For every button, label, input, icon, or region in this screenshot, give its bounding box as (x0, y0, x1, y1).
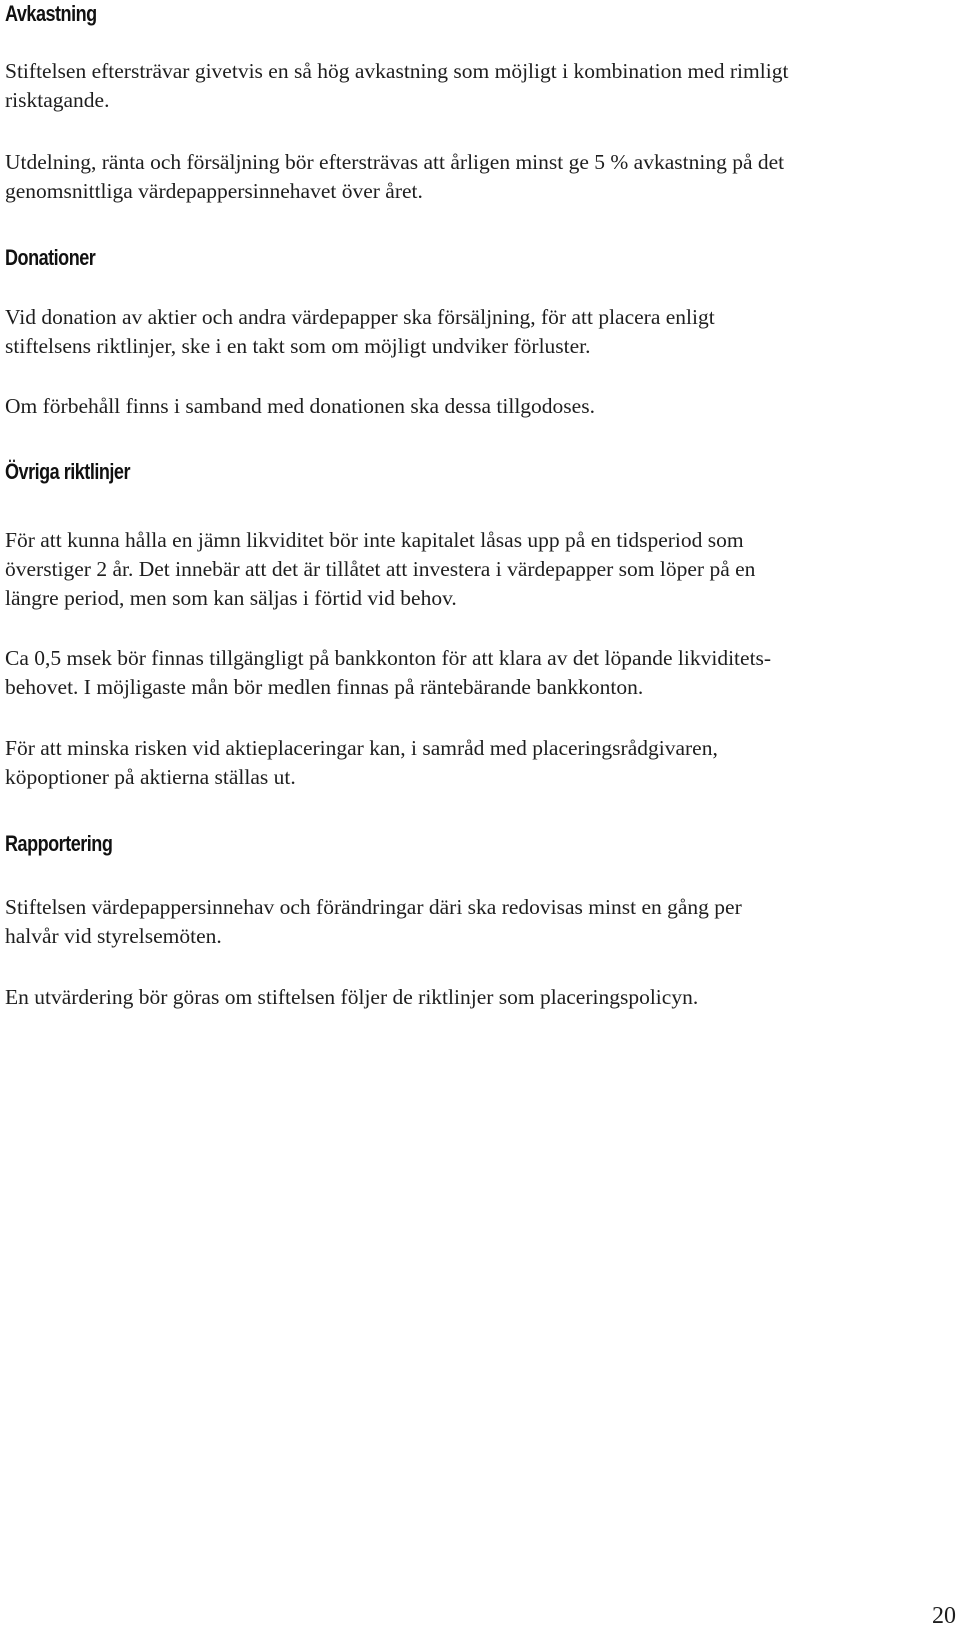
heading-ovriga-riktlinjer: Övriga riktlinjer (5, 459, 130, 484)
text-line: För att minska risken vid aktieplaceringar kan, i samråd med placeringsrådgivaren, (5, 736, 718, 760)
heading-avkastning: Avkastning (5, 1, 97, 26)
paragraph-ovriga-3 (5, 734, 935, 792)
paragraph-donationer-1 (5, 303, 935, 361)
heading-donationer: Donationer (5, 245, 96, 270)
text-line: överstiger 2 år. Det innebär att det är tillåtet att investera i värdepapper som löper på en (5, 557, 756, 581)
text-line: längre period, men som kan säljas i förtid vid behov. (5, 586, 457, 610)
text-line: Utdelning, ränta och försäljning bör eftersträvas att årligen minst ge 5 % avkastning på det (5, 150, 785, 174)
paragraph-ovriga-2 (5, 644, 935, 702)
paragraph-ovriga-1 (5, 526, 935, 613)
heading-rapportering: Rapportering (5, 831, 113, 856)
text-line: risktagande. (5, 88, 110, 112)
paragraph-avkastning-2 (5, 148, 935, 206)
paragraph-donationer-2 (5, 392, 935, 421)
page-number: 20 (932, 1603, 956, 1629)
text-line: behovet. I möjligaste mån bör medlen finnas på räntebärande bankkonton. (5, 675, 644, 699)
text-line: stiftelsens riktlinjer, ske i en takt som om möjligt undviker förluster. (5, 334, 591, 358)
text-line: Stiftelsen eftersträvar givetvis en så hög avkastning som möjligt i kombination med rimligt (5, 59, 789, 83)
text-line: halvår vid styrelsemöten. (5, 924, 222, 948)
text-line: En utvärdering bör göras om stiftelsen följer de riktlinjer som placeringspolicyn. (5, 985, 699, 1009)
text-line: köpoptioner på aktierna ställas ut. (5, 765, 296, 789)
text-line: genomsnittliga värdepappersinnehavet över året. (5, 179, 423, 203)
text-line: Stiftelsen värdepappersinnehav och förändringar däri ska redovisas minst en gång per (5, 895, 742, 919)
paragraph-rapportering-2 (5, 983, 935, 1012)
text-line: Om förbehåll finns i samband med donationen ska dessa tillgodoses. (5, 394, 595, 418)
paragraph-avkastning-1 (5, 57, 935, 115)
paragraph-rapportering-1 (5, 893, 935, 951)
text-line: Vid donation av aktier och andra värdepapper ska försäljning, för att placera enligt (5, 305, 715, 329)
text-line: För att kunna hålla en jämn likviditet bör inte kapitalet låsas upp på en tidsperiod som (5, 528, 744, 552)
text-line: Ca 0,5 msek bör finnas tillgängligt på bankkonton för att klara av det löpande likviditets- (5, 646, 772, 670)
